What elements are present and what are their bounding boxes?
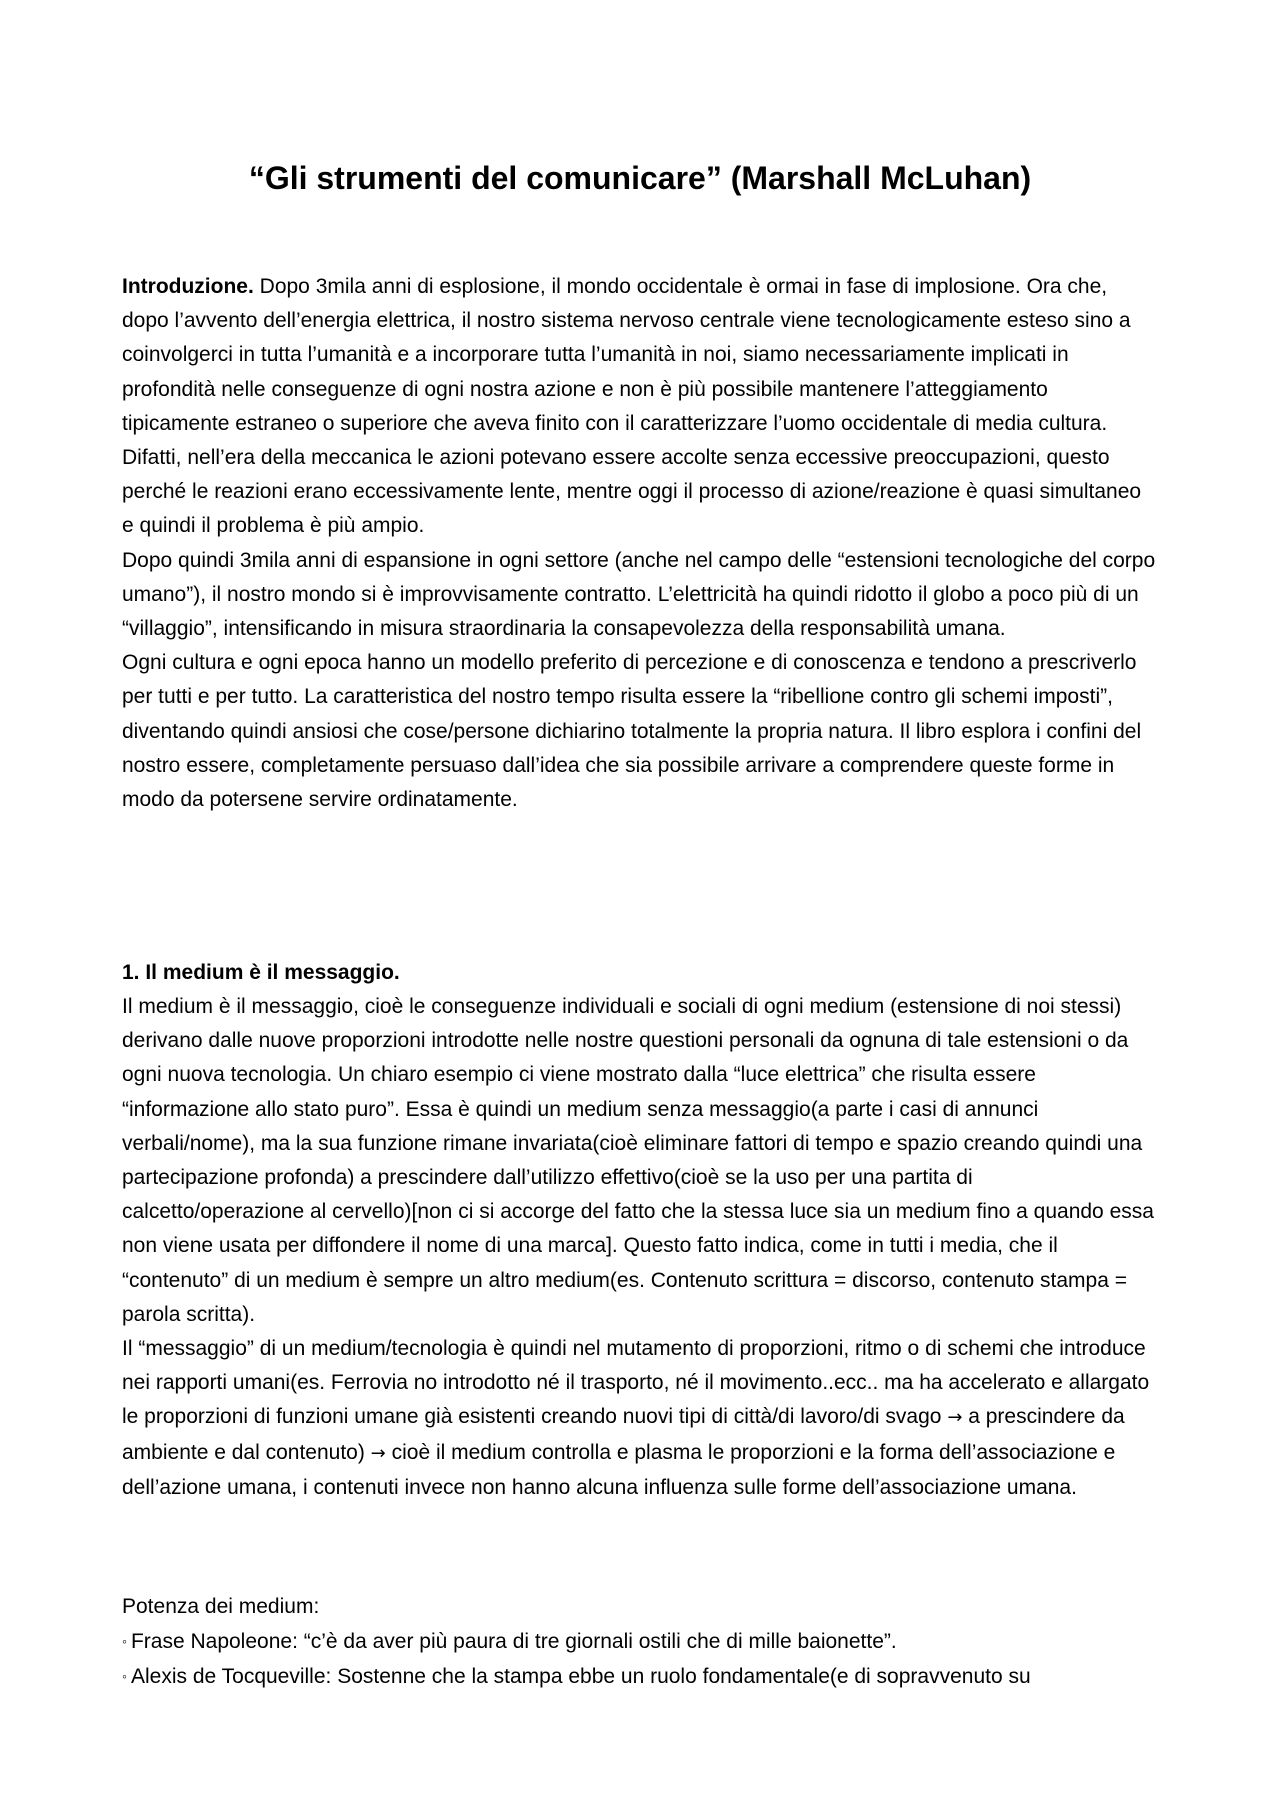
bullet-icon: ◦ — [122, 1668, 127, 1685]
list-item — [122, 1659, 1158, 1694]
section-1-paragraph-2 — [122, 1332, 1158, 1505]
potenza-heading: Potenza dei medium: — [122, 1595, 320, 1618]
intro-paragraph-4: Ogni cultura e ogni epoca hanno un modello preferito di percezione e di conoscenza e tendono a prescriverlo per tutti e per tutto. La caratteristica del nostro tempo risulta essere la “ribellione contro gli schemi imposti”, diventando quindi ansiosi che cose/persone dichiarino totalmente la propria natura. Il libro esplora i confini del nostro essere, completamente persuaso dall’idea che sia possibile arrivare a comprendere queste forme in modo da potersene servire ordinatamente. — [122, 651, 1142, 812]
potenza-list — [122, 1624, 1158, 1694]
intro-text-1: Dopo 3mila anni di esplosione, il mondo occidentale è ormai in fase di implosione. Ora che, dopo l’avvento dell’energia elettrica, il nostro sistema nervoso centrale viene tecnologicamente esteso sino a coinvolgerci in tutta l’umanità e a incorporare tutta l’umanità in noi, siamo necessariamente implicati in profondità nelle conseguenze di ogni nostra azione e non è più possibile mantenere l’atteggiamento tipicamente estraneo o superiore che aveva finito con il caratterizzare l’uomo occidentale di media cultura. — [122, 275, 1131, 435]
section-1-text-b: a prescindere da ambiente e dal contenuto) — [122, 1405, 1125, 1464]
intro-lead: Introduzione. — [122, 275, 254, 298]
bullet-icon: ◦ — [122, 1633, 127, 1650]
potenza-section — [122, 1590, 1158, 1695]
list-item-text: Alexis de Tocqueville: Sostenne che la stampa ebbe un ruolo fondamentale(e di sopravvenuto su — [130, 1665, 1031, 1689]
section-1-text-a: Il “messaggio” di un medium/tecnologia è quindi nel mutamento di proporzioni, ritmo o di schemi che introduce nei rapporti umani(es. Ferrovia no introdotto né il trasporto, né il movimento..ecc.. ma ha accelerato e allargato le proporzioni di funzioni umane già esistenti creando nuovi tipi di città/di lavoro/di svago — [122, 1337, 1150, 1429]
section-1-paragraph-1: Il medium è il messaggio, cioè le conseguenze individuali e sociali di ogni medium (estensione di noi stessi) derivano dalle nuove proporzioni introdotte nelle nostre questioni personali da ognuna di tale estensioni o da ogni nuova tecnologia. Un chiaro esempio ci viene mostrato dalla “luce elettrica” che risulta essere “informazione allo stato puro”. Essa è quindi un medium senza messaggio(a parte i casi di annunci verbali/nome), ma la sua funzione rimane invariata(cioè eliminare fattori di tempo e spazio creando quindi una partecipazione profonda) a prescindere dall’utilizzo effettivo(cioè se la uso per una partita di calcetto/operazione al cervello)[non ci si accorge del fatto che la stessa luce sia un medium fino a quando essa non viene usata per diffondere il nome di una marca]. Questo fatto indica, come in tutti i media, che il “contenuto” di un medium è sempre un altro medium(es. Contenuto scrittura = discorso, contenuto stampa = parola scritta). — [122, 995, 1154, 1326]
intro-paragraph-3: Dopo quindi 3mila anni di espansione in ogni settore (anche nel campo delle “estensioni tecnologiche del corpo umano”), il nostro mondo si è improvvisamente contratto. L’elettricità ha quindi ridotto il globo a poco più di un “villaggio”, intensificando in misura straordinaria la consapevolezza della responsabilità umana. — [122, 548, 1156, 641]
section-1-heading: 1. Il medium è il messaggio. — [122, 961, 400, 984]
arrow-right-icon: → — [370, 1442, 386, 1464]
intro-paragraph-2: Difatti, nell’era della meccanica le azioni potevano essere accolte senza eccessive preoccupazioni, questo perché le reazioni erano eccessivamente lente, mentre oggi il processo di azione/reazione è quasi simultaneo e quindi il problema è più ampio. — [122, 446, 1142, 538]
section-1-heading-block — [122, 956, 1158, 990]
intro-paragraph-1 — [122, 270, 1158, 441]
arrow-right-icon: → — [947, 1407, 963, 1429]
section-1-body — [122, 990, 1158, 1505]
page-title: “Gli strumenti del comunicare” (Marshall McLuhan) — [248, 160, 1032, 196]
list-item — [122, 1624, 1158, 1659]
section-1-text-c: cioè il medium controlla e plasma le proporzioni e la forma dell’associazione e dell’azione umana, i contenuti invece non hanno alcuna influenza sulle forme dell’associazione umana. — [122, 1440, 1116, 1499]
intro-section — [122, 270, 1158, 817]
list-item-text: Frase Napoleone: “c’è da aver più paura di tre giornali ostili che di mille baionette”. — [130, 1630, 897, 1654]
